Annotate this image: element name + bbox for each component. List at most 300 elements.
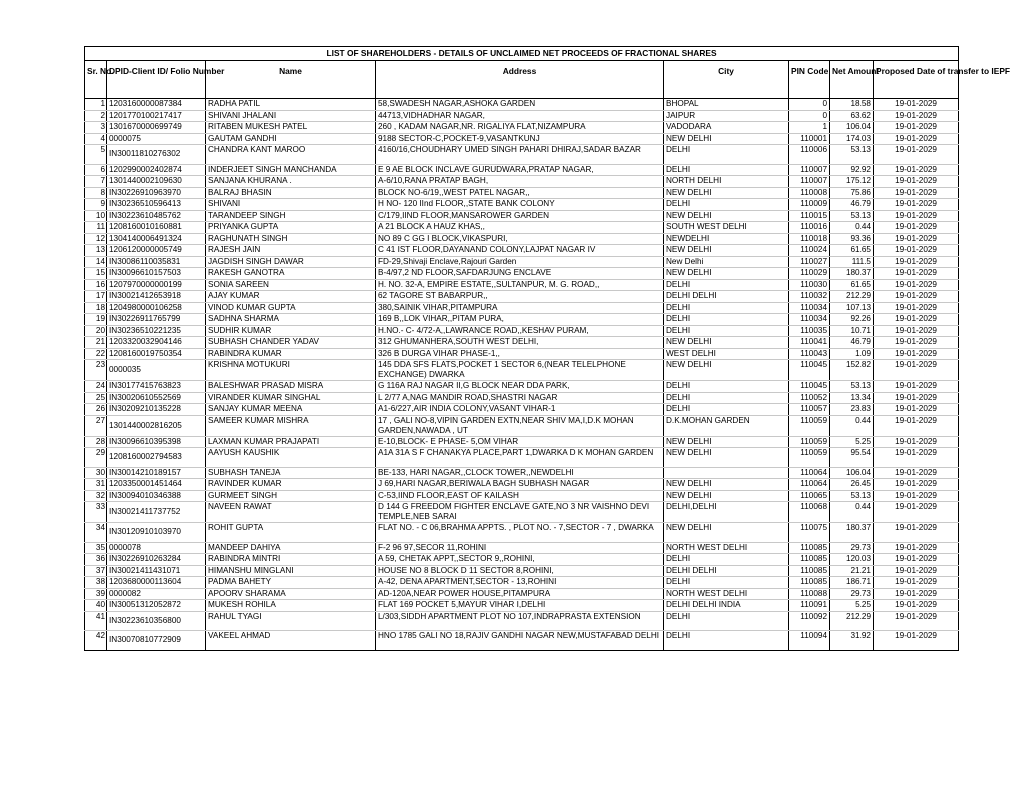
- cell-pin: 110027: [789, 256, 830, 268]
- cell-amount: 180.37: [830, 523, 874, 543]
- cell-city: DELHI DELHI INDIA: [664, 600, 789, 612]
- cell-dpid: IN30021411431071: [107, 565, 206, 577]
- cell-date: 19-01-2029: [874, 554, 959, 566]
- cell-date: 19-01-2029: [874, 502, 959, 523]
- cell-address: BE-133, HARI NAGAR,,CLOCK TOWER,,NEWDELHI: [376, 467, 664, 479]
- cell-address: A1-6/227,AIR INDIA COLONY,VASANT VIHAR-1: [376, 404, 664, 416]
- cell-address: L 2/77 A,NAG MANDIR ROAD,SHASTRI NAGAR: [376, 392, 664, 404]
- cell-name: RITABEN MUKESH PATEL: [206, 122, 376, 134]
- cell-dpid: 1208160010160881: [107, 222, 206, 234]
- cell-amount: 46.79: [830, 199, 874, 211]
- cell-dpid: 1203680000113604: [107, 577, 206, 589]
- cell-address: A 59, CHETAK APPT,,SECTOR 9,,ROHINI,: [376, 554, 664, 566]
- header-date: Proposed Date of transfer to IEPF: [874, 61, 959, 99]
- cell-sr: 4: [85, 133, 107, 145]
- cell-dpid: 1301670000699749: [107, 122, 206, 134]
- cell-city: DELHI DELHI: [664, 291, 789, 303]
- cell-city: DELHI: [664, 392, 789, 404]
- cell-dpid: IN30223610485762: [107, 210, 206, 222]
- cell-date: 19-01-2029: [874, 291, 959, 303]
- cell-name: MUKESH ROHILA: [206, 600, 376, 612]
- table-row: [85, 110, 959, 122]
- cell-address: C/179,IIND FLOOR,MANSAROWER GARDEN: [376, 210, 664, 222]
- cell-date: 19-01-2029: [874, 176, 959, 188]
- cell-dpid: IN30094010346388: [107, 490, 206, 502]
- cell-name: RADHA PATIL: [206, 99, 376, 111]
- cell-name: APOORV SHARAMA: [206, 588, 376, 600]
- cell-date: 19-01-2029: [874, 565, 959, 577]
- cell-amount: 13.34: [830, 392, 874, 404]
- table-row: [85, 164, 959, 176]
- cell-address: 326 B DURGA VIHAR PHASE-1,,: [376, 348, 664, 360]
- cell-address: 4160/16,CHOUDHARY UMED SINGH PAHARI DHIRAJ,SADAR BAZAR: [376, 145, 664, 165]
- cell-dpid: IN30011810276302: [107, 145, 206, 165]
- cell-name: PADMA BAHETY: [206, 577, 376, 589]
- cell-amount: 61.65: [830, 245, 874, 257]
- cell-city: VADODARA: [664, 122, 789, 134]
- cell-sr: 22: [85, 348, 107, 360]
- cell-address: A-6/10,RANA PRATAP BAGH,: [376, 176, 664, 188]
- cell-date: 19-01-2029: [874, 337, 959, 349]
- cell-pin: 110065: [789, 490, 830, 502]
- cell-amount: 29.73: [830, 542, 874, 554]
- cell-pin: 110064: [789, 467, 830, 479]
- cell-pin: 110068: [789, 502, 830, 523]
- cell-pin: 110064: [789, 479, 830, 491]
- cell-dpid: 1203350001451464: [107, 479, 206, 491]
- cell-pin: 110092: [789, 611, 830, 631]
- cell-amount: 53.13: [830, 381, 874, 393]
- cell-name: SHIVANI: [206, 199, 376, 211]
- cell-address: 169 B,,LOK VIHAR,,PITAM PURA,: [376, 314, 664, 326]
- cell-sr: 10: [85, 210, 107, 222]
- cell-sr: 8: [85, 187, 107, 199]
- cell-date: 19-01-2029: [874, 256, 959, 268]
- table-body: [85, 99, 959, 651]
- table-row: [85, 467, 959, 479]
- cell-name: RAVINDER KUMAR: [206, 479, 376, 491]
- cell-address: NO 89 C GG I BLOCK,VIKASPURI,: [376, 233, 664, 245]
- cell-sr: 23: [85, 360, 107, 381]
- cell-amount: 29.73: [830, 588, 874, 600]
- cell-sr: 15: [85, 268, 107, 280]
- cell-date: 19-01-2029: [874, 314, 959, 326]
- cell-sr: 39: [85, 588, 107, 600]
- cell-amount: 21.21: [830, 565, 874, 577]
- cell-name: RAHUL TYAGI: [206, 611, 376, 631]
- cell-date: 19-01-2029: [874, 631, 959, 651]
- cell-amount: 174.03: [830, 133, 874, 145]
- cell-sr: 21: [85, 337, 107, 349]
- cell-dpid: 1203160000087384: [107, 99, 206, 111]
- cell-city: DELHI: [664, 381, 789, 393]
- cell-address: 260 , KADAM NAGAR,NR. RIGALIYA FLAT,NIZAMPURA: [376, 122, 664, 134]
- cell-address: C-53,IIND FLOOR,EAST OF KAILASH: [376, 490, 664, 502]
- cell-date: 19-01-2029: [874, 99, 959, 111]
- cell-pin: 110041: [789, 337, 830, 349]
- cell-dpid: 1202990002402874: [107, 164, 206, 176]
- cell-name: BALRAJ BHASIN: [206, 187, 376, 199]
- cell-name: HIMANSHU MINGLANI: [206, 565, 376, 577]
- cell-amount: 31.92: [830, 631, 874, 651]
- cell-pin: 110030: [789, 279, 830, 291]
- cell-name: LAXMAN KUMAR PRAJAPATI: [206, 436, 376, 448]
- table-row: [85, 542, 959, 554]
- cell-sr: 33: [85, 502, 107, 523]
- cell-name: KRISHNA MOTUKURI: [206, 360, 376, 381]
- cell-name: SANJAY KUMAR MEENA: [206, 404, 376, 416]
- cell-sr: 12: [85, 233, 107, 245]
- cell-city: DELHI: [664, 325, 789, 337]
- cell-amount: 5.25: [830, 600, 874, 612]
- cell-pin: 110057: [789, 404, 830, 416]
- cell-amount: 53.13: [830, 490, 874, 502]
- cell-date: 19-01-2029: [874, 199, 959, 211]
- cell-name: GURMEET SINGH: [206, 490, 376, 502]
- header-name: Name: [206, 61, 376, 99]
- cell-pin: 110032: [789, 291, 830, 303]
- cell-sr: 17: [85, 291, 107, 303]
- table-row: [85, 565, 959, 577]
- cell-amount: 53.13: [830, 210, 874, 222]
- cell-name: VAKEEL AHMAD: [206, 631, 376, 651]
- cell-dpid: 0000078: [107, 542, 206, 554]
- cell-sr: 40: [85, 600, 107, 612]
- cell-date: 19-01-2029: [874, 479, 959, 491]
- table-row: [85, 233, 959, 245]
- header-amount: Net Amount: [830, 61, 874, 99]
- cell-dpid: 0000075: [107, 133, 206, 145]
- cell-city: NEW DELHI: [664, 133, 789, 145]
- cell-dpid: IN30226910263284: [107, 554, 206, 566]
- cell-name: JAGDISH SINGH DAWAR: [206, 256, 376, 268]
- table-row: [85, 199, 959, 211]
- cell-date: 19-01-2029: [874, 392, 959, 404]
- table-row: [85, 381, 959, 393]
- cell-address: 17 , GALI NO-8,VIPIN GARDEN EXTN,NEAR SHIV MA,I,D.K MOHAN GARDEN,NAWADA , UT: [376, 415, 664, 436]
- cell-sr: 5: [85, 145, 107, 165]
- cell-pin: 110085: [789, 542, 830, 554]
- cell-pin: 110034: [789, 302, 830, 314]
- cell-amount: 186.71: [830, 577, 874, 589]
- cell-pin: 110059: [789, 448, 830, 468]
- table-title: LIST OF SHAREHOLDERS - DETAILS OF UNCLAIMED NET PROCEEDS OF FRACTIONAL SHARES: [85, 47, 959, 61]
- cell-amount: 107.13: [830, 302, 874, 314]
- cell-dpid: 1206120000005749: [107, 245, 206, 257]
- cell-dpid: IN30021411737752: [107, 502, 206, 523]
- cell-address: E 9 AE BLOCK INCLAVE GURUDWARA,PRATAP NAGAR,: [376, 164, 664, 176]
- cell-dpid: IN30177415763823: [107, 381, 206, 393]
- cell-city: DELHI: [664, 164, 789, 176]
- cell-amount: 1.09: [830, 348, 874, 360]
- cell-dpid: IN30086110035831: [107, 256, 206, 268]
- cell-amount: 120.03: [830, 554, 874, 566]
- cell-date: 19-01-2029: [874, 233, 959, 245]
- table-row: [85, 302, 959, 314]
- table-row: [85, 436, 959, 448]
- cell-amount: 75.86: [830, 187, 874, 199]
- table-row: [85, 145, 959, 165]
- table-row: [85, 122, 959, 134]
- cell-amount: 0.44: [830, 415, 874, 436]
- cell-name: RAJESH JAIN: [206, 245, 376, 257]
- cell-sr: 19: [85, 314, 107, 326]
- cell-dpid: IN30070810772909: [107, 631, 206, 651]
- table-row: [85, 631, 959, 651]
- cell-sr: 29: [85, 448, 107, 468]
- cell-amount: 10.71: [830, 325, 874, 337]
- header-address: Address: [376, 61, 664, 99]
- cell-city: DELHI,DELHI: [664, 502, 789, 523]
- cell-pin: 110059: [789, 415, 830, 436]
- header-sr: Sr. No.: [85, 61, 107, 99]
- cell-dpid: IN30226911765799: [107, 314, 206, 326]
- cell-address: 9188 SECTOR-C,POCKET-9,VASANTKUNJ: [376, 133, 664, 145]
- cell-date: 19-01-2029: [874, 600, 959, 612]
- cell-city: D.K.MOHAN GARDEN: [664, 415, 789, 436]
- cell-date: 19-01-2029: [874, 436, 959, 448]
- cell-city: NORTH DELHI: [664, 176, 789, 188]
- cell-name: SUBHASH TANEJA: [206, 467, 376, 479]
- cell-pin: 0: [789, 110, 830, 122]
- cell-amount: 92.92: [830, 164, 874, 176]
- cell-date: 19-01-2029: [874, 360, 959, 381]
- cell-dpid: 1301440002109630: [107, 176, 206, 188]
- header-city: City: [664, 61, 789, 99]
- cell-pin: 110043: [789, 348, 830, 360]
- cell-date: 19-01-2029: [874, 611, 959, 631]
- cell-date: 19-01-2029: [874, 133, 959, 145]
- cell-address: F-2 96 97,SECOR 11,ROHINI: [376, 542, 664, 554]
- cell-amount: 61.65: [830, 279, 874, 291]
- cell-dpid: IN30236510221235: [107, 325, 206, 337]
- cell-city: DELHI: [664, 145, 789, 165]
- cell-amount: 106.04: [830, 122, 874, 134]
- cell-name: VINOD KUMAR GUPTA: [206, 302, 376, 314]
- table-row: [85, 415, 959, 436]
- cell-pin: 0: [789, 99, 830, 111]
- cell-sr: 20: [85, 325, 107, 337]
- cell-city: New Delhi: [664, 256, 789, 268]
- cell-address: G 116A RAJ NAGAR II,G BLOCK NEAR DDA PARK,: [376, 381, 664, 393]
- cell-city: NEW DELHI: [664, 337, 789, 349]
- cell-name: MANDEEP DAHIYA: [206, 542, 376, 554]
- cell-sr: 24: [85, 381, 107, 393]
- cell-date: 19-01-2029: [874, 302, 959, 314]
- cell-amount: 0.44: [830, 222, 874, 234]
- cell-city: NEW DELHI: [664, 187, 789, 199]
- cell-sr: 27: [85, 415, 107, 436]
- cell-name: AJAY KUMAR: [206, 291, 376, 303]
- cell-dpid: 1304140006491324: [107, 233, 206, 245]
- cell-date: 19-01-2029: [874, 577, 959, 589]
- cell-address: 380,SAINIK VIHAR,PITAMPURA: [376, 302, 664, 314]
- cell-date: 19-01-2029: [874, 110, 959, 122]
- cell-pin: 110085: [789, 554, 830, 566]
- header-row: [85, 61, 959, 99]
- cell-sr: 41: [85, 611, 107, 631]
- cell-city: NEWDELHI: [664, 233, 789, 245]
- cell-name: ROHIT GUPTA: [206, 523, 376, 543]
- table-row: [85, 554, 959, 566]
- cell-name: SAMEER KUMAR MISHRA: [206, 415, 376, 436]
- cell-amount: 53.13: [830, 145, 874, 165]
- cell-dpid: 1203320032904146: [107, 337, 206, 349]
- shareholders-table: [84, 46, 1011, 651]
- table-row: [85, 268, 959, 280]
- cell-city: NEW DELHI: [664, 245, 789, 257]
- cell-amount: 23.83: [830, 404, 874, 416]
- cell-dpid: IN30209210135228: [107, 404, 206, 416]
- cell-address: A 21 BLOCK A HAUZ KHAS,,: [376, 222, 664, 234]
- cell-sr: 11: [85, 222, 107, 234]
- cell-sr: 28: [85, 436, 107, 448]
- table-row: [85, 133, 959, 145]
- cell-pin: 110052: [789, 392, 830, 404]
- cell-sr: 25: [85, 392, 107, 404]
- cell-address: 58,SWADESH NAGAR,ASHOKA GARDEN: [376, 99, 664, 111]
- cell-pin: 110045: [789, 381, 830, 393]
- cell-date: 19-01-2029: [874, 348, 959, 360]
- cell-amount: 93.36: [830, 233, 874, 245]
- cell-name: VIRANDER KUMAR SINGHAL: [206, 392, 376, 404]
- table-row: [85, 502, 959, 523]
- cell-dpid: IN30014210189157: [107, 467, 206, 479]
- cell-city: NEW DELHI: [664, 360, 789, 381]
- cell-dpid: 0000082: [107, 588, 206, 600]
- cell-sr: 35: [85, 542, 107, 554]
- cell-city: DELHI: [664, 279, 789, 291]
- cell-dpid: 1301440002816205: [107, 415, 206, 436]
- cell-sr: 26: [85, 404, 107, 416]
- cell-city: WEST DELHI: [664, 348, 789, 360]
- cell-pin: 110034: [789, 314, 830, 326]
- cell-sr: 3: [85, 122, 107, 134]
- cell-address: HOUSE NO 8 BLOCK D 11 SECTOR 8,ROHINI,: [376, 565, 664, 577]
- cell-dpid: 1208160019750354: [107, 348, 206, 360]
- cell-pin: 110016: [789, 222, 830, 234]
- cell-sr: 38: [85, 577, 107, 589]
- header-pin: PIN Code: [789, 61, 830, 99]
- cell-address: FLAT 169 POCKET 5,MAYUR VIHAR I,DELHI: [376, 600, 664, 612]
- table-row: [85, 210, 959, 222]
- cell-name: BALESHWAR PRASAD MISRA: [206, 381, 376, 393]
- cell-city: DELHI: [664, 611, 789, 631]
- cell-date: 19-01-2029: [874, 279, 959, 291]
- cell-address: J 69,HARI NAGAR,BERIWALA BAGH SUBHASH NAGAR: [376, 479, 664, 491]
- table-row: [85, 176, 959, 188]
- cell-name: SONIA SAREEN: [206, 279, 376, 291]
- cell-sr: 16: [85, 279, 107, 291]
- cell-date: 19-01-2029: [874, 404, 959, 416]
- cell-pin: 110094: [789, 631, 830, 651]
- cell-name: SHIVANI JHALANI: [206, 110, 376, 122]
- cell-name: PRIYANKA GUPTA: [206, 222, 376, 234]
- cell-name: RAGHUNATH SINGH: [206, 233, 376, 245]
- cell-city: [664, 467, 789, 479]
- cell-amount: 63.62: [830, 110, 874, 122]
- cell-city: NEW DELHI: [664, 523, 789, 543]
- cell-name: RAKESH GANOTRA: [206, 268, 376, 280]
- cell-sr: 14: [85, 256, 107, 268]
- cell-address: L/303,SIDDH APARTMENT PLOT NO 107,INDRAPRASTA EXTENSION: [376, 611, 664, 631]
- table-row: [85, 348, 959, 360]
- cell-dpid: 0000035: [107, 360, 206, 381]
- cell-city: DELHI: [664, 631, 789, 651]
- cell-name: INDERJEET SINGH MANCHANDA: [206, 164, 376, 176]
- cell-dpid: 1201770100217417: [107, 110, 206, 122]
- cell-city: NEW DELHI: [664, 479, 789, 491]
- cell-date: 19-01-2029: [874, 164, 959, 176]
- cell-date: 19-01-2029: [874, 268, 959, 280]
- cell-date: 19-01-2029: [874, 448, 959, 468]
- cell-dpid: IN30226910963970: [107, 187, 206, 199]
- cell-sr: 32: [85, 490, 107, 502]
- table-row: [85, 314, 959, 326]
- cell-pin: 110075: [789, 523, 830, 543]
- table-row: [85, 187, 959, 199]
- cell-sr: 2: [85, 110, 107, 122]
- cell-address: H NO- 120 IInd FLOOR,,STATE BANK COLONY: [376, 199, 664, 211]
- cell-city: NORTH WEST DELHI: [664, 588, 789, 600]
- cell-amount: 0.44: [830, 502, 874, 523]
- cell-name: SUBHASH CHANDER YADAV: [206, 337, 376, 349]
- cell-dpid: IN30020610552569: [107, 392, 206, 404]
- cell-pin: 110059: [789, 436, 830, 448]
- cell-dpid: IN30021412653918: [107, 291, 206, 303]
- cell-date: 19-01-2029: [874, 325, 959, 337]
- cell-sr: 30: [85, 467, 107, 479]
- cell-name: AAYUSH KAUSHIK: [206, 448, 376, 468]
- table-row: [85, 392, 959, 404]
- table-row: [85, 99, 959, 111]
- cell-dpid: IN30051312052872: [107, 600, 206, 612]
- cell-address: E-10,BLOCK- E PHASE- 5,OM VIHAR: [376, 436, 664, 448]
- cell-address: H. NO. 32-A, EMPIRE ESTATE,,SULTANPUR, M. G. ROAD,,: [376, 279, 664, 291]
- cell-pin: 110085: [789, 565, 830, 577]
- cell-sr: 36: [85, 554, 107, 566]
- cell-city: SOUTH WEST DELHI: [664, 222, 789, 234]
- cell-pin: 110088: [789, 588, 830, 600]
- cell-date: 19-01-2029: [874, 542, 959, 554]
- cell-city: DELHI: [664, 314, 789, 326]
- cell-city: DELHI: [664, 577, 789, 589]
- cell-address: A1A 31A S F CHANAKYA PLACE,PART 1,DWARKA D K MOHAN GARDEN: [376, 448, 664, 468]
- table-row: [85, 256, 959, 268]
- cell-dpid: 1208160002794583: [107, 448, 206, 468]
- table-row: [85, 600, 959, 612]
- cell-sr: 31: [85, 479, 107, 491]
- cell-sr: 34: [85, 523, 107, 543]
- cell-sr: 1: [85, 99, 107, 111]
- cell-address: D 144 G FREEDOM FIGHTER ENCLAVE GATE,NO 3 NR VAISHNO DEVI TEMPLE,NEB SARAI: [376, 502, 664, 523]
- cell-date: 19-01-2029: [874, 415, 959, 436]
- cell-name: CHANDRA KANT MAROO: [206, 145, 376, 165]
- cell-name: GAUTAM GANDHI: [206, 133, 376, 145]
- cell-name: RABINDRA KUMAR: [206, 348, 376, 360]
- cell-amount: 180.37: [830, 268, 874, 280]
- shareholders-sheet: [84, 46, 1011, 651]
- cell-address: BLOCK NO-6/19,,WEST PATEL NAGAR,,: [376, 187, 664, 199]
- cell-pin: 110035: [789, 325, 830, 337]
- cell-address: HNO 1785 GALI NO 18,RAJIV GANDHI NAGAR NEW,MUSTAFABAD DELHI: [376, 631, 664, 651]
- cell-sr: 18: [85, 302, 107, 314]
- cell-date: 19-01-2029: [874, 490, 959, 502]
- cell-date: 19-01-2029: [874, 523, 959, 543]
- cell-address: AD-120A,NEAR POWER HOUSE,PITAMPURA: [376, 588, 664, 600]
- cell-dpid: 1204980000106258: [107, 302, 206, 314]
- table-row: [85, 448, 959, 468]
